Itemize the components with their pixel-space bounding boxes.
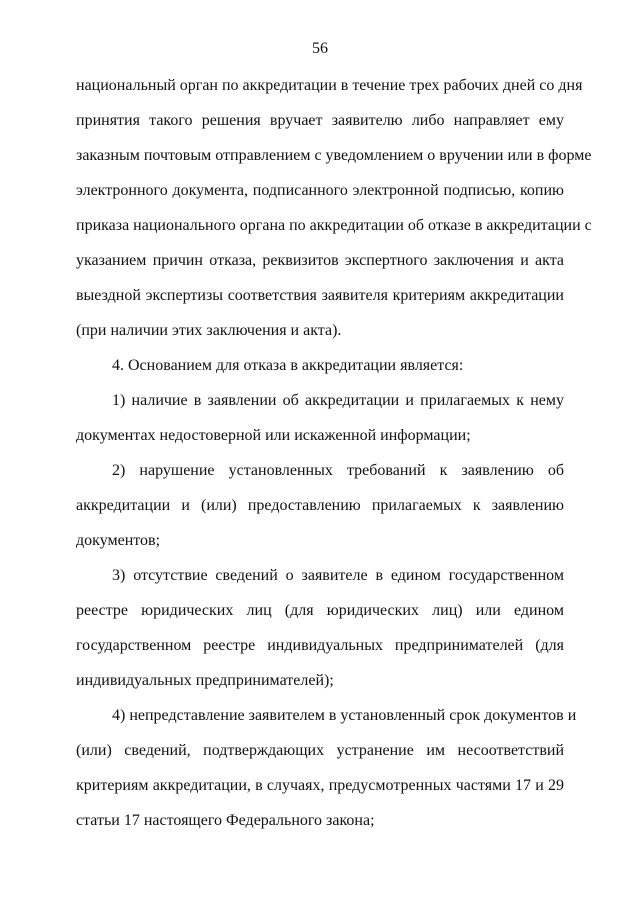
- text-line: принятия такого решения вручает заявителю либо направляет ему: [76, 112, 564, 129]
- text-line: государственном реестре индивидуальных предпринимателей (для: [76, 637, 564, 654]
- text-line: заказным почтовым отправлением с уведомлением о вручении или в форме: [76, 147, 592, 164]
- text-line: документах недостоверной или искаженной информации;: [76, 427, 471, 444]
- text-line: выездной экспертизы соответствия заявителя критериям аккредитации: [76, 287, 564, 304]
- text-line: индивидуальных предпринимателей);: [76, 672, 334, 689]
- text-line: документов;: [76, 532, 161, 549]
- text-line: электронного документа, подписанного электронной подписью, копию: [76, 182, 564, 199]
- text-line: аккредитации и (или) предоставлению прилагаемых к заявлению: [76, 497, 564, 514]
- text-line: реестре юридических лиц (для юридических лиц) или едином: [76, 602, 564, 619]
- page-number: 56: [312, 40, 328, 57]
- text-line: (или) сведений, подтверждающих устранение им несоответствий: [76, 742, 564, 759]
- text-line: 2) нарушение установленных требований к заявлению об: [112, 462, 564, 479]
- text-line: приказа национального органа по аккредитации об отказе в аккредитации с: [76, 217, 592, 234]
- text-line: 3) отсутствие сведений о заявителе в едином государственном: [112, 567, 564, 584]
- text-line: критериям аккредитации, в случаях, предусмотренных частями 17 и 29: [76, 777, 564, 794]
- text-line: статьи 17 настоящего Федерального закона;: [76, 812, 375, 829]
- text-line: 1) наличие в заявлении об аккредитации и прилагаемых к нему: [112, 392, 564, 409]
- text-line: 4) непредставление заявителем в установленный срок документов и: [112, 707, 577, 724]
- text-line: национальный орган по аккредитации в течение трех рабочих дней со дня: [76, 77, 583, 94]
- text-line: 4. Основанием для отказа в аккредитации является:: [112, 357, 464, 374]
- text-line: (при наличии этих заключения и акта).: [76, 322, 342, 339]
- text-line: указанием причин отказа, реквизитов экспертного заключения и акта: [76, 252, 564, 269]
